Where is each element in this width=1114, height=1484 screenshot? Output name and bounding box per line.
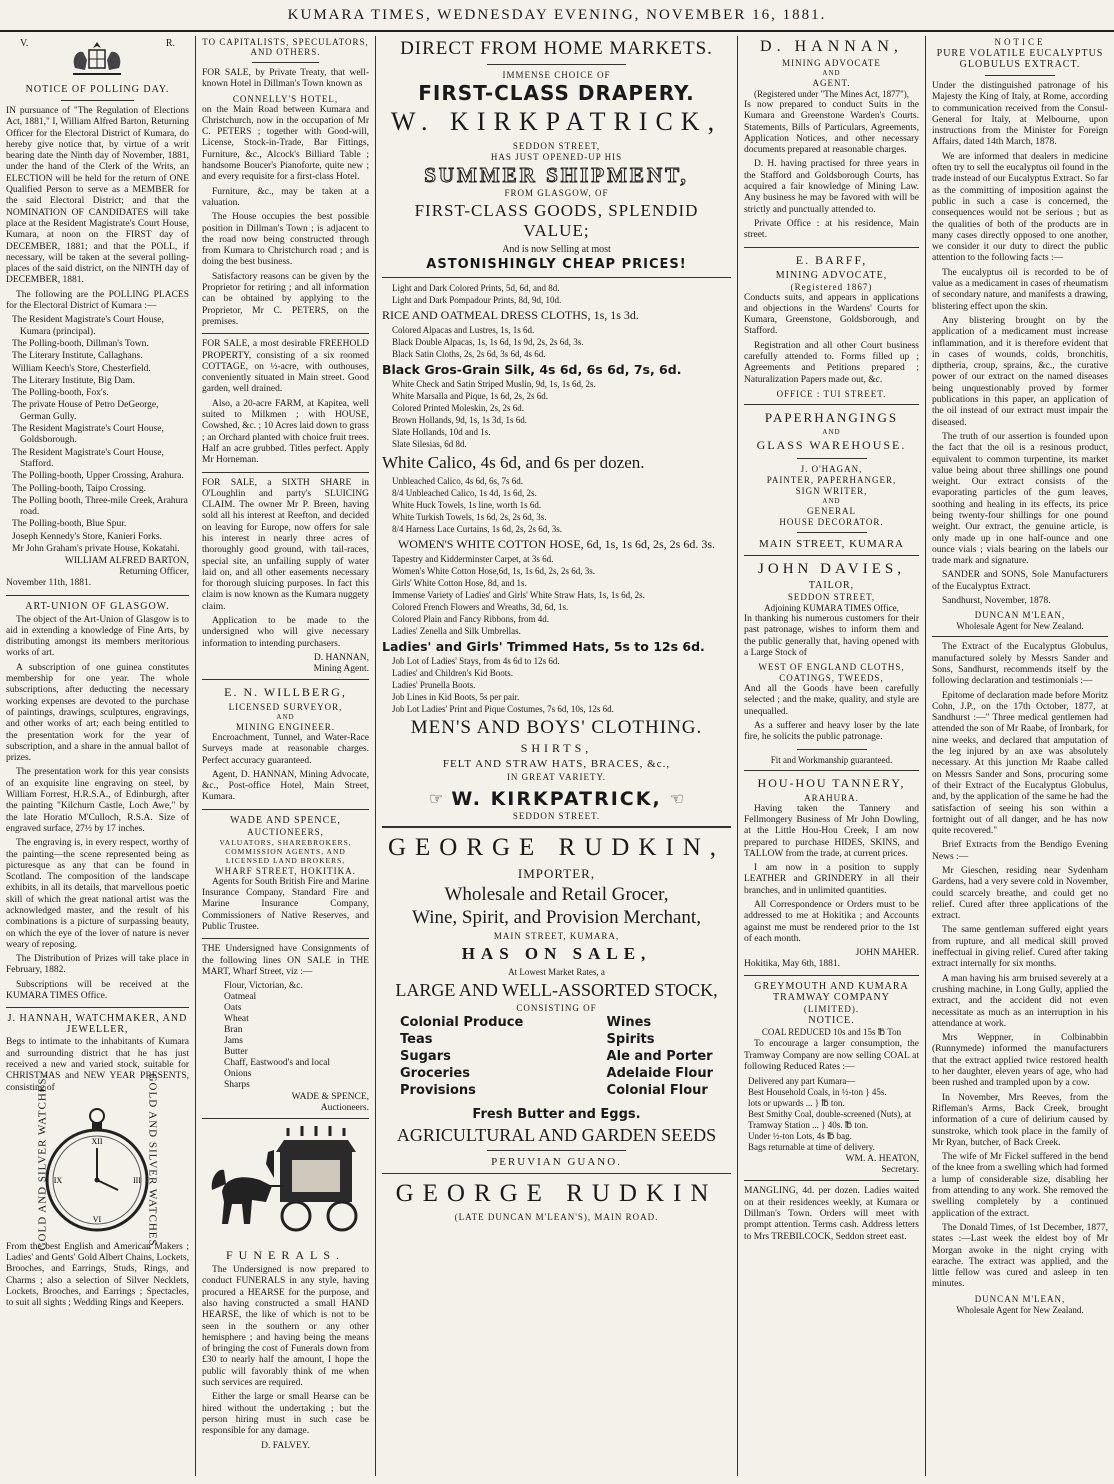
column-2	[195, 36, 375, 1476]
eucalyptus-p16: The wife of Mr Fickel suffered in the bend of the knee from a swelling which had formed a lump of considerable size, disabling her from attending to any work. She removed the swelling completely by a continued application of the extract.	[932, 1152, 1108, 1219]
art-paragraph: Subscriptions will be received at the KUMARA TIMES Office.	[6, 979, 189, 1002]
price-line: White Marsalla and Pique, 1s 6d, 2s, 2s 6d.	[392, 391, 548, 401]
eucalyptus-p7: Sandhurst, November, 1878.	[942, 596, 1051, 607]
list-item: The Polling-booth, Dillman's Town.	[12, 338, 149, 349]
greymouth-tramway: GREYMOUTH AND KUMARA TRAMWAY COMPANY	[754, 981, 909, 1004]
davies-p3: As a sufferer and heavy loser by the late fire, he solicits the public patronage.	[744, 721, 919, 743]
horse-drawn-hearse-icon	[202, 1124, 370, 1244]
price-line: Black Double Alpacas, 1s, 1s 6d, 1s 9d, 2s, 2s 6d, 3s.	[392, 337, 584, 347]
hannah-tail: From the best English and American Makers ; Ladies' and Gents' Gold Albert Chains, Lockets, Brooches, and Earrings, Studs, Rings, and Charms ; also a selection of Silver Necklets, Lockets, Brooches, and Earrings ; Spectacles, to suit all sights ; Wedding Rings and Keepers.	[6, 1241, 189, 1309]
list-item: Adelaide Flour	[606, 1066, 713, 1081]
watch-illustration	[6, 1073, 189, 1251]
kirkpatrick-footer-name: W. KIRKPATRICK,	[451, 788, 662, 810]
price-line: Women's White Cotton Hose,6d, 1s, 1s 6d, 2s, 2s 6d, 3s.	[392, 566, 595, 576]
fit-workmanship: Fit and Workmanship guaranteed.	[770, 754, 893, 765]
hats-heading: Ladies' and Girls' Trimmed Hats, 5s to 12s 6d.	[382, 639, 705, 654]
watch-left-label: GOLD AND SILVER WATCHES,	[36, 1073, 49, 1251]
price-line: Girls' White Cotton Hose, 8d, and 1s.	[392, 578, 527, 588]
coat-of-arms-icon	[67, 38, 127, 80]
list-item: Jams	[224, 1036, 243, 1047]
column-3	[375, 36, 737, 1476]
immense-choice: IMMENSE CHOICE OF	[502, 70, 611, 80]
pocket-watch-icon	[6, 1098, 189, 1238]
svg-text:VI: VI	[92, 1214, 102, 1224]
rudkin-heading-2: GEORGE RUDKIN	[395, 1180, 718, 1207]
mangling-ad: MANGLING, 4d. per dozen. Ladies waited on at their residences weekly, at Kumara or Dillman's Town. Orders will meet with prompt attention. Terms cash. Address letters to Mrs TREBILCOCK, Seddon street east.	[744, 1186, 919, 1242]
hannah-title: J. HANNAH, WATCHMAKER, AND JEWELLER,	[7, 1013, 188, 1036]
eucalyptus-p5: The truth of our assertion is founded upon the fact that the oil is a resinous product, equivalent to common turpentine, its market value being about three shillings one pound weight. Our extract consists of the evaporating particles of the gum leaves, soothing and healing in its effects, its price being twenty-four shillings for one pound weight. Our extract, the genuine article, is only made up in one half-ounce and one ounce vials ; vials bearing on the labels our trade mark and signature.	[932, 431, 1108, 567]
notice: NOTICE.	[808, 1015, 855, 1027]
barff-p2: Registration and all other Court business carefully attended to. Forms filled up ; Agreements and Petitions prepared ; Naturalization Papers made out, &c.	[744, 340, 919, 385]
and-label: AND	[822, 69, 841, 77]
maher-signature: JOHN MAHER.	[855, 948, 919, 959]
hotel-sale-p4: Satisfactory reasons can be given by the Proprietor for retiring ; and all information can be obtained by applying to the Proprietor, Mr C. PETERS, on the premises.	[202, 271, 369, 327]
price-line: Colored French Flowers and Wreaths, 3d, 6d, 1s.	[392, 602, 569, 612]
list-item: Bran	[224, 1025, 243, 1036]
list-item: Sharps	[224, 1080, 250, 1091]
list-item: The Polling-booth, Blue Spur.	[12, 519, 127, 530]
eucalyptus-p14: Mrs Weppner, in Colbinabbin (Runnymede) informed the manufacturers that the extract applied twice restored health to her daughter, eleven years of age, who had been rushed and trampled upon by a cow.	[932, 1033, 1108, 1089]
list-item: Colonial Flour	[606, 1083, 708, 1098]
houhou-tannery: HOU-HOU TANNERY,	[757, 775, 906, 790]
limited: (LIMITED).	[803, 1004, 860, 1015]
funerals-body: The Undersigned is now prepared to conduct FUNERALS in any style, having procured a HEARSE for the purpose, and also having constructed a small HAND HEARSE, the like of which is not to be seen in the southern or any other hemisphere ; and having being the means of bringing the cost of Funerals down from £30 to nearly half the amount, I hope the public will favorably think of me when such services are required.	[202, 1265, 369, 1389]
coal-line: Best Smithy Coal, double-screened (Nuts), at Tramway Station ... } 40s. ℔ ton.	[748, 1109, 912, 1131]
masthead: KUMARA TIMES, WEDNESDAY EVENING, NOVEMBER 16, 1881.	[0, 0, 1114, 32]
wine-merchant: Wine, Spirit, and Provision Merchant,	[412, 907, 701, 928]
silk-heading: Black Gros-Grain Silk, 4s 6d, 6s 6d, 7s, 6d.	[382, 362, 682, 377]
willberg-and: AND	[276, 712, 295, 721]
art-paragraph: The Distribution of Prizes will take place in February, 1882.	[6, 954, 189, 976]
astonishing-prices: ASTONISHINGLY CHEAP PRICES!	[426, 257, 687, 272]
price-line: Ladies' Zenella and Silk Umbrellas.	[392, 626, 521, 636]
tannery-p3: All Correspondence or Orders must to be addressed to me at Hokitika ; and Accounts against me must be rendered prior to the 1st of each month.	[744, 899, 919, 944]
fresh-butter: Fresh Butter and Eggs.	[472, 1107, 641, 1122]
price-line: Light and Dark Colored Prints, 5d, 6d, and 8d.	[392, 283, 560, 293]
seddon-street: SEDDON STREET,	[512, 141, 601, 151]
eucalyptus-p1: Under the distinguished patronage of his Majesty the King of Italy, at Rome, according to communication received from the Consul-General for Italy, at Melbourne, upon instructions from the Minister for Foreign Affairs, dated 14th March, 1878.	[932, 81, 1108, 148]
coal-line: lots or upwards ... } ℔ ton.	[748, 1098, 845, 1109]
coal-line: Best Household Coals, in ½-ton } 45s.	[748, 1087, 887, 1098]
price-line: Job Lot of Ladies' Stays, from 4s 6d to 12s 6d.	[392, 656, 560, 666]
willberg-sub2: MINING ENGINEER.	[236, 721, 335, 732]
maher-date: Hokitika, May 6th, 1881.	[744, 959, 841, 970]
eucalyptus-p13: A man having his arm bruised severely at a crushing machine, in Long Gully, applied the extract, and the accident did not even necessitate as much as an interruption in his attendance at work.	[932, 973, 1108, 1029]
peruvian-guano: PERUVIAN GUANO.	[491, 1156, 622, 1168]
svg-text:III: III	[133, 1175, 141, 1185]
eucalyptus-p8: The Extract of the Eucalyptus Globulus, manufactured solely by Messrs Sander and Sons, Sandhurst, recommends itself by the following declaration and testimonials :—	[932, 642, 1108, 687]
funerals-signature: D. FALVEY.	[261, 1440, 310, 1451]
from-glasgow: FROM GLASGOW, OF	[504, 188, 609, 198]
polling-body: IN pursuance of "The Regulation of Elections Act, 1881," I, William Alfred Barton, Returning Officer for the Electoral District of Kumara, do hereby give notice that, by virtue of a writ bearing date the Ninth day of November, 1881, under the hand of the Clerk of the Writs, an ELECTION will be held for the return of ONE Qualified Person to serve as a MEMBER for the said Electoral District; and that the NOMINATION OF CANDIDATES will take place at the Resident Magistrate's Court House, Kumara, at noon on the FIRST day of DECEMBER, 1881; and that the POLL, if necessary, will be taken at the several polling-places of the said district, on the NINTH day of DECEMBER, 1881.	[6, 106, 189, 286]
price-line: Slate Silesias, 6d 8d.	[392, 439, 467, 449]
pointing-hand-icon: ☜	[669, 791, 685, 808]
sign-writer: SIGN WRITER,	[795, 485, 868, 496]
mining-advocate: MINING ADVOCATE	[782, 58, 881, 68]
lowest-rates: At Lowest Market Rates, a	[508, 967, 605, 977]
hotel-name: CONNELLY'S HOTEL,	[232, 93, 339, 104]
kirkpatrick-heading: W. KIRKPATRICK,	[390, 107, 723, 136]
wade-body: Agents for South British Fire and Marine Insurance Company, Standard Fire and Marine Insurance Company, Commissioners of Native Reserves, and Public Trustee.	[202, 876, 369, 932]
adjoining: Adjoining KUMARA TIMES Office,	[764, 602, 899, 613]
glass-warehouse: GLASS WAREHOUSE.	[756, 437, 907, 452]
willberg-body: Encroachment, Tunnel, and Water-Race Surveys made at reasonable charges. Perfect accuracy guaranteed.	[202, 732, 369, 766]
stock-lists	[382, 1014, 731, 1099]
hotel-sale-p3: The House occupies the best possible position in Dillman's Town ; is adjacent to the road now being constructed through from Kumara to Christchurch road ; and is doing the best business.	[202, 212, 369, 268]
price-line: Light and Dark Pompadour Prints, 8d, 9d, 10d.	[392, 295, 562, 305]
polling-signature: WILLIAM ALFRED BARTON,	[64, 556, 189, 567]
barff-body: Conducts suits, and appears in applications and objections in the Wardens' Courts for Kumara, Greenstone, Goldsborough, and Stafford.	[744, 292, 919, 337]
hotel-sale-body: on the Main Road between Kumara and Christchurch, now in the occupation of Mr C. PETERS ; together with Good-will, License, Stock-in-Trade, Bar Fittings, Furniture, &c., Alcock's Billiard Table ; handsome Boucer's Pianoforte, quite new ; and every requisite for a first-class Hotel.	[202, 104, 369, 183]
polling-date: November 11th, 1881.	[6, 578, 92, 589]
list-item: Ale and Porter	[606, 1049, 713, 1064]
list-item: Sugars	[400, 1049, 451, 1064]
polling-places-list	[6, 315, 189, 555]
price-line: Slate Hollands, 10d and 1s.	[392, 427, 491, 437]
eucalyptus-p12: The same gentleman suffered eight years from rupture, and all medical skill proved ineffectual in giving relief. Cured after taking extract internally for six months.	[932, 925, 1108, 970]
price-line: Unbleached Calico, 4s 6d, 6s, 7s 6d.	[392, 476, 523, 486]
hannan-p2: D. H. having practised for three years in the Stafford and Goldsborough Courts, has acquired a fair knowledge of Mining Law. Any business he may be favored with will be strictly and punctually attended to.	[744, 159, 919, 215]
list-item: Teas	[400, 1032, 433, 1047]
list-item: The Literary Institute, Callaghans.	[12, 351, 143, 362]
coal-reduced: COAL REDUCED 10s and 15s ℔ Ton	[761, 1027, 902, 1038]
mclean-sub: Wholesale Agent for New Zealand.	[956, 621, 1084, 632]
list-item: The Polling-booth, Fox's.	[12, 388, 109, 399]
hearse-illustration	[202, 1124, 369, 1244]
house-decorator: HOUSE DECORATOR.	[779, 516, 884, 527]
hotel-sale-p2: Furniture, &c., may be taken at a valuation.	[202, 186, 369, 208]
willberg-title: E. N. WILLBERG,	[224, 684, 347, 699]
price-line: White Turkish Towels, 1s 6d, 2s, 2s 6d, 3s.	[392, 512, 547, 522]
willberg-body2: Agent, D. HANNAN, Mining Advocate, &c., Post-office Hotel, Main Street, Kumara.	[202, 769, 369, 803]
mclean-name: DUNCAN M'LEAN,	[974, 610, 1066, 621]
felt-hats: FELT AND STRAW HATS, BRACES, &c.,	[442, 758, 671, 770]
art-paragraph: The object of the Art-Union of Glasgow is to aid in extending a knowledge of Fine Arts, by distributing amongst its members meritorious works of art.	[6, 614, 189, 659]
polling-title: NOTICE OF POLLING DAY.	[25, 84, 170, 95]
list-item: Wheat	[224, 1014, 249, 1025]
consign-list	[202, 981, 369, 1091]
coal-line: Bags returnable at time of delivery.	[748, 1142, 875, 1153]
stock-list-left	[400, 1014, 523, 1099]
main-street-kumara: MAIN STREET, KUMARA	[759, 537, 904, 550]
claim-sale: FOR SALE, a SIXTH SHARE in O'Loughlin and party's SLUICING CLAIM. The owner Mr P. Breen, having sold all his interest at Reefton, and decided on leaving for Europe, now offers for sale his interest in nearly three acres of thoroughly good ground, with tail-races, special site, an unfailing supply of water laid on, and all other easements necessary for thorough sluicing purposes. In fact this claim is now known as the Kumara nuggety claim.	[202, 477, 370, 612]
price-line: Brown Hollands, 9d, 1s, 1s 3d, 1s 6d.	[392, 415, 528, 425]
has-on-sale: HAS ON SALE,	[461, 944, 652, 963]
calico-heading: White Calico, 4s 6d, and 6s per dozen.	[382, 453, 645, 472]
davies-body: In thanking his numerous customers for their past patronage, wishes to inform them and the public generally that, having opened with a Large Stock of	[744, 613, 919, 658]
list-item: Joseph Kennedy's Store, Kanieri Forks.	[12, 531, 162, 542]
list-item: William Keech's Store, Chesterfield.	[12, 363, 151, 374]
art-paragraph: The presentation work for this year consists of an exquisite line engraving on steel, by William Forrest, H.R.S.A., of Edinburgh, after the painting "Kilchurn Castle, Loch Awe," by the late Horatio M'Culloch, R.S.A. Size of engraved surface, 27½ by 17 inches.	[6, 767, 189, 834]
art-paragraph: The engraving is, in every respect, worthy of the painting—the scene represented being as picturesque as any that can be found in Scotland. The composition of the landscape exhibits, in all its details, that marvellous poetic skill of which the great national artist was the acknowledged master, and the result of his combinations is a picture of surpassing beauty, on which the eye of the lover of nature is never weary of reposing.	[6, 838, 189, 950]
hannan-heading: D. HANNAN,	[760, 38, 903, 55]
list-item: Chaff, Eastwood's and local	[224, 1058, 331, 1069]
claim-signature-title: Mining Agent.	[313, 663, 369, 674]
polling-signature-title: Returning Officer,	[119, 567, 189, 578]
price-line: Tapestry and Kidderminster Carpet, at 3s 6d.	[392, 554, 554, 564]
price-line: Ladies' and Children's Kid Boots.	[392, 668, 513, 678]
column-5	[925, 36, 1114, 1476]
capitalists-heading: TO CAPITALISTS, SPECULATORS, AND OTHERS.	[202, 37, 369, 57]
hannan-p3: Private Office : at his residence, Main street.	[744, 218, 919, 241]
funerals-p2: Either the large or small Hearse can be hired without the undertaking ; but the person hiring must in such case be responsible for any damage.	[202, 1392, 369, 1437]
heaton-signature: WM. A. HEATON,	[845, 1154, 919, 1165]
tailor: TAILOR,	[808, 579, 855, 591]
painter: PAINTER, PAPERHANGER,	[766, 474, 897, 485]
eucalyptus-p11: Mr Gieschen, residing near Sydenham Gardens, had a very severe cold in November, could scarcely breathe, and could get no relief. Cured after three applications of the extract.	[932, 866, 1108, 922]
price-line: Ladies' Prunella Boots.	[392, 680, 476, 690]
shirts: SHIRTS,	[520, 741, 593, 755]
price-line: White Check and Satin Striped Muslin, 9d, 1s, 1s 6d, 2s.	[392, 379, 596, 389]
west-england: WEST OF ENGLAND CLOTHS,	[758, 662, 905, 673]
late-mclean: (LATE DUNCAN M'LEAN'S), MAIN ROAD.	[454, 1212, 659, 1222]
list-item: Onions	[224, 1069, 252, 1080]
list-item: The Literary Institute, Big Dam.	[12, 375, 135, 386]
list-item: The Polling-booth, Upper Crossing, Arahura.	[12, 471, 184, 482]
price-line: Colored Plain and Fancy Ribbons, from 4d.	[392, 614, 549, 624]
svg-text:IX: IX	[53, 1175, 63, 1185]
royal-crest	[6, 36, 189, 80]
svg-text:XII: XII	[91, 1136, 103, 1146]
eucalyptus-p9: Epitome of declaration made before Moritz Cohn, J.P., on the 17th October, 1877, at Sandhurst :—" Three medical gentlemen had attended the son of Mr Raabe, of Ironbark, for nine weeks, and declared that amputation of the leg injured by an axe was absolutely necessary. At this junction Mr Raabe called on Messrs Sander and Sons, procuring some of their Extract of the Eucalyptus Globulus, and, by the application of the same he had the satisfaction of seeing his son within a fortnight out of all danger, and he has now quite recovered."	[932, 690, 1108, 837]
seddon-street: SEDDON STREET,	[787, 591, 876, 602]
registered-note: (Registered under "The Mines Act, 1877"),	[753, 89, 910, 99]
list-item: The Polling-booth, Taipo Crossing.	[12, 483, 147, 494]
kirkpatrick-footer	[382, 788, 731, 810]
stock-list-right	[607, 1014, 713, 1099]
consisting-of: CONSISTING OF	[516, 1003, 597, 1013]
hotel-sale-intro: FOR SALE, by Private Treaty, that well-known Hotel in Dillman's Town known as	[202, 68, 369, 90]
price-line: 8/4 Harness Lace Curtains, 1s 6d, 2s, 2s 6d, 3s.	[392, 524, 562, 534]
coal-body: To encourage a larger consumption, the Tramway Company are now selling COAL at following Reduced Rates :—	[744, 1039, 919, 1073]
opened-up: HAS JUST OPENED-UP HIS	[490, 152, 623, 162]
list-item: Oatmeal	[224, 992, 257, 1003]
paper-and: AND	[822, 427, 841, 436]
hannan-body: Is now prepared to conduct Suits in the Kumara and Greenstone Warden's Courts. Statements, Bills of Particulars, Agreements, Application Notices, and other necessary documents prepared at reasonable charges.	[744, 100, 919, 156]
davies-heading: JOHN DAVIES,	[758, 560, 905, 577]
mclean-name-2: DUNCAN M'LEAN,	[974, 1293, 1066, 1304]
direct-heading: DIRECT FROM HOME MARKETS.	[400, 38, 713, 59]
eucalyptus-p2: We are informed that dealers in medicine often try to sell the eucalyptus oil found in the trade instead of our Eucalyptus Extract. So far as the committing of imposition against the public in such a case is concerned, the consequences would not be serious ; but as the qualities of both of the products are in many cases directly opposed to one another, we consider it our duty to direct the public attention to the following facts :—	[932, 151, 1108, 264]
coatings: COATINGS, TWEEDS,	[779, 673, 884, 684]
davies-p2: And all the Goods have been carefully selected ; and the make, quality, and style are unequalled.	[744, 684, 919, 717]
price-line: 8/4 Unbleached Calico, 1s 4d, 1s 6d, 2s.	[392, 488, 537, 498]
coal-line: Delivered any part Kumara—	[748, 1076, 856, 1087]
list-item: Colonial Produce	[400, 1015, 524, 1030]
polling-places-intro: The following are the POLLING PLACES for the Electoral District of Kumara :—	[6, 289, 189, 312]
price-line: Immense Variety of Ladies' and Girls' White Straw Hats, 1s, 1s 6d, 2s.	[392, 590, 645, 600]
list-item: The Resident Magistrate's Court House, Stafford.	[12, 447, 164, 469]
list-item: The private House of Petro DeGeorge, German Gully.	[12, 400, 159, 422]
agricultural-seeds: AGRICULTURAL AND GARDEN SEEDS	[396, 1125, 717, 1145]
pointing-hand-icon: ☞	[428, 791, 444, 808]
tannery-p2: I am now in a position to supply LEATHER and GRINDERY in all their branches, and in unlimited quantities.	[744, 863, 919, 896]
list-item: Spirits	[606, 1032, 655, 1047]
eucalyptus-p10: Brief Extracts from the Bendigo Evening News :—	[932, 840, 1108, 862]
barff-sub: MINING ADVOCATE,	[775, 269, 888, 281]
list-item: Wines	[606, 1015, 652, 1030]
eucalyptus-p4: Any blistering brought on by the application of a medicament must increase inflammation, and it is therefore evident that in cases of wounds, colds, bronchitis, diptheria, croup, sprains, &c., the curative power of our extract on the named diseases being unquestionably proved by former publications in this paper, an application of the oil instead of our extract must impair the diseased.	[932, 315, 1108, 428]
funerals-title: FUNERALS.	[225, 1248, 345, 1263]
eucalyptus-p3: The eucalyptus oil is recorded to be of value as a medicament in cases of rheumatism of secondary nature, and manifests a drawing, blistering effect upon the skin.	[932, 267, 1108, 312]
barff-office: OFFICE : TUI STREET.	[776, 388, 887, 399]
mclean-sub-2: Wholesale Agent for New Zealand.	[956, 1304, 1084, 1315]
list-item: Flour, Victorian, &c.	[224, 981, 303, 992]
consign-signature-title: Auctioneers.	[320, 1103, 369, 1114]
list-item: The Resident Magistrate's Court House, Goldsborough.	[12, 424, 164, 446]
wade-title: WADE AND SPENCE,	[230, 814, 341, 826]
list-item: Provisions	[400, 1083, 476, 1098]
watch-right-label: GOLD AND SILVER WATCHES,	[146, 1073, 159, 1251]
tannery-body: Having taken the Tannery and Fellmongery Business of Mr John Dowling, at the Little Hou-Hou Creek, I am now prepared to purchase HIDES, SKINS, and TALLOW from the trade, at current prices.	[744, 803, 919, 859]
and-label-2: AND	[822, 496, 841, 505]
price-line: White Huck Towels, 1s line, worth 1s 6d.	[392, 500, 542, 510]
general: GENERAL	[807, 505, 856, 516]
importer: IMPORTER,	[517, 866, 596, 881]
eucalyptus-p6: SANDER and SONS, Sole Manufacturers of the Eucalyptus Extract.	[932, 570, 1108, 592]
crest-left-letter: V.	[20, 38, 29, 49]
list-item: The Resident Magistrate's Court House, Kumara (principal).	[12, 315, 164, 337]
price-line: Black Satin Cloths, 2s, 2s 6d, 3s 6d, 4s 6d.	[392, 349, 546, 359]
column-4	[737, 36, 925, 1476]
hose-heading: WOMEN'S WHITE COTTON HOSE, 6d, 1s, 1s 6d, 2s, 2s 6d. 3s.	[397, 537, 716, 551]
list-item: Groceries	[400, 1066, 470, 1081]
coal-rates	[744, 1076, 919, 1153]
freehold-sale: FOR SALE, a most desirable FREEHOLD PROPERTY, consisting of a six roomed COTTAGE, on ½-acre, with outhouses, conveniently situated in Main street. Good garden, well drained.	[202, 339, 369, 395]
now-selling: And is now Selling at most	[502, 244, 611, 255]
barff-heading: E. BARFF,	[795, 252, 868, 267]
eucalyptus-title: PURE VOLATILE EUCALYPTUS GLOBULUS EXTRACT.	[936, 48, 1104, 70]
farm-sale: Also, a 20-acre FARM, at Kapitea, well suited to Milkmen ; with HOUSE, Cowshed, &c. ; 10 Acres laid down to grass ; an Orchard planted with choice fruit trees. Half an acre grubbed. Titles perfect. Apply Mr Horneman.	[202, 398, 369, 466]
eucalyptus-p15: In November, Mrs Reeves, from the Rifleman's Arms, Back Creek, brought information of a cure of delirium caused by sunstroke, which took place in the family of Mr Ryan, butcher, of Back Creek.	[932, 1092, 1108, 1148]
hannah-body: Begs to intimate to the inhabitants of Kumara and surrounding district that he has just received a new and varied stock, suitable for CHRISTMAS and NEW YEAR PRESENTS, consisting of	[6, 1037, 189, 1093]
price-line: Colored Alpacas and Lustres, 1s, 1s 6d.	[392, 325, 535, 335]
art-union-title: ART-UNION OF GLASGOW.	[25, 600, 170, 612]
agent-label: AGENT.	[812, 78, 851, 88]
consign-signature: WADE & SPENCE,	[291, 1092, 369, 1103]
consign-body: THE Undersigned have Consignments of the following lines ON SALE in THE MART, Wharf Street, viz :—	[202, 944, 369, 977]
art-paragraph: A subscription of one guinea constitutes membership for one year. The whole subscriptions, after deducting the necessary working expenses are devoted to the purchase of paintings, drawings, sculptures, engravings, and other works of art; each being entitled to the presentation work for the year of subscription, and a share in the annual ballot of prizes.	[6, 662, 189, 764]
first-class-drapery: FIRST-CLASS DRAPERY.	[418, 81, 695, 105]
list-item: Oats	[224, 1003, 242, 1014]
mens-clothing: MEN'S AND BOYS' CLOTHING.	[410, 717, 703, 738]
rudkin-heading: GEORGE RUDKIN,	[387, 834, 726, 861]
list-item: The Polling booth, Three-mile Creek, Arahura road.	[12, 495, 188, 518]
wade-sub3: WHARF STREET, HOKITIKA.	[215, 865, 356, 876]
grocer: Wholesale and Retail Grocer,	[444, 884, 669, 905]
first-class-goods: FIRST-CLASS GOODS, SPLENDID VALUE;	[414, 201, 699, 240]
rice-heading: RICE AND OATMEAL DRESS CLOTHS, 1s, 1s 3d.	[382, 308, 639, 322]
claim-signature: D. HANNAN,	[313, 652, 369, 663]
crest-right-letter: R.	[165, 38, 175, 49]
wade-sub: AUCTIONEERS,	[247, 826, 324, 837]
willberg-sub: LICENSED SURVEYOR,	[228, 701, 343, 712]
paperhangings: PAPERHANGINGS	[764, 409, 899, 425]
arahura: ARAHURA.	[804, 792, 859, 803]
barff-registered: (Registered 1867)	[790, 281, 873, 292]
great-variety: IN GREAT VARIETY.	[506, 772, 607, 782]
price-line: Colored Printed Moleskin, 2s, 2s 6d.	[392, 403, 524, 413]
large-stock: LARGE AND WELL-ASSORTED STOCK,	[395, 980, 718, 1000]
ohagan: J. O'HAGAN,	[800, 463, 863, 474]
claim-application: Application to be made to the undersigned who will give necessary information to intending purchasers.	[202, 616, 369, 649]
price-line: Job Lot Ladies' Print and Pique Costumes, 7s 6d, 10s, 12s 6d.	[392, 704, 614, 714]
eucalyptus-p17: The Donald Times, of 1st December, 1877, states :—Last week the eldest boy of Mr Morgan awoke in the night crying with earache. The extract was applied, and the little fellow was cured and asleep in ten minutes.	[932, 1222, 1108, 1290]
column-1	[0, 36, 195, 1476]
heaton-title: Secretary.	[881, 1165, 919, 1176]
price-line: Job Lines in Kid Boots, 5s per pair.	[392, 692, 520, 702]
coal-line: Under ½-ton Lots, 4s ℔ bag.	[748, 1131, 852, 1142]
wade-sub2: VALUATORS, SHAREBROKERS, COMMISSION AGENTS, AND LICENSED LAND BROKERS,	[219, 837, 352, 865]
list-item: Butter	[224, 1047, 248, 1058]
main-street-kumara: MAIN STREET, KUMARA,	[493, 931, 620, 941]
list-item: Mr John Graham's private House, Kokatahi.	[12, 543, 180, 554]
eucalyptus-notice: NOTICE	[994, 37, 1046, 47]
seddon-street-2: SEDDON STREET.	[512, 811, 601, 821]
summer-shipment: SUMMER SHIPMENT,	[424, 163, 689, 187]
